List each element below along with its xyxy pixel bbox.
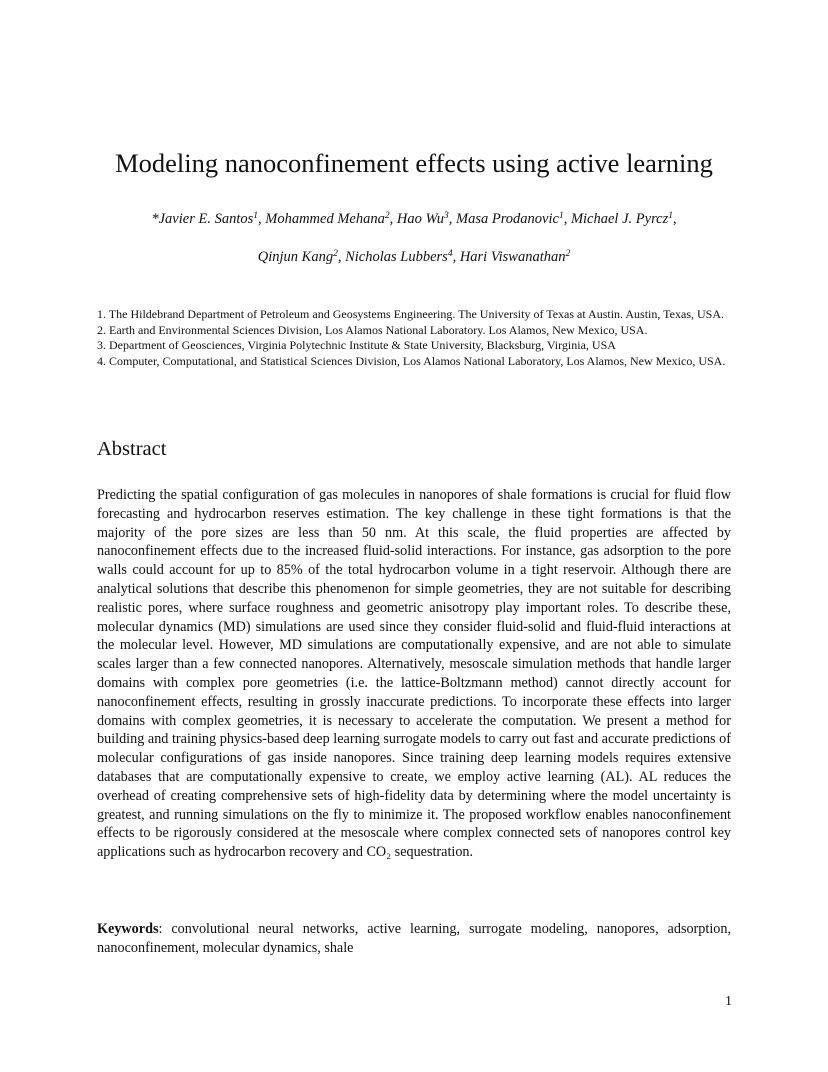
- author-line-2: Qinjun Kang$^2$, Nicholas Lubbers$^4$, Hari Viswanathan$^2$: [257, 249, 571, 265]
- keywords-label: Keywords: [97, 921, 159, 937]
- author-name: Hao Wu: [396, 211, 444, 227]
- keywords-paragraph: [97, 920, 731, 958]
- author-affiliation-mark: 3: [443, 211, 449, 221]
- abstract-body: Predicting the spatial configuration of gas molecules in nanopores of shale formations is crucial for fluid flow forecasting and hydrocarbon reserves estimation. The key challenge in these tight formations is that the majority of the pore sizes are less than 50 nm. At this scale, the fluid properties are affected by nanoconfinement effects due to the increased fluid-solid interactions. For instance, gas adsorption to the pore walls could account for up to 85% of the total hydrocarbon volume in a tight reservoir. Although there are analytical solutions that describe this phenomenon for simple geometries, they are not suitable for describing realistic pores, where surface roughness and geometric anisotropy play important roles. To describe these, molecular dynamics (MD) simulations are used since they consider fluid-solid and fluid-fluid interactions at the molecular level. However, MD simulations are computationally expensive, and are not able to simulate scales larger than a few connected nanopores. Alternatively, mesoscale simulation methods that handle larger domains with complex pore geometries (i.e. the lattice-Boltzmann method) cannot directly account for nanoconfinement effects, resulting in grossly inaccurate predictions. To incorporate these effects into larger domains with complex geometries, it is necessary to accelerate the computation. We present a method for building and training physics-based deep learning surrogate models to carry out fast and accurate predictions of molecular configurations of gas inside nanopores. Since training deep learning models requires extensive databases that are computationally expensive to create, we employ active learning (AL). AL reduces the overhead of creating comprehensive sets of high-fidelity data by determining where the model uncertainty is greatest, and running simulations on the fly to minimize it. The proposed workflow enables nanoconfinement effects to be rigorously considered at the mesoscale where complex connected sets of nanopores control key applications such as hydrocarbon recovery and CO₂ sequestration.: [97, 487, 731, 861]
- paper-title: Modeling nanoconfinement effects using active learning: [115, 148, 713, 178]
- author-affiliation-mark: 2: [565, 249, 571, 259]
- author-name: Hari Viswanathan: [459, 249, 566, 265]
- author-affiliation-mark: 2: [333, 249, 338, 259]
- abstract-heading: Abstract: [97, 438, 167, 460]
- author-name: Masa Prodanovic: [455, 211, 559, 227]
- affiliation-item: 3. Department of Geosciences, Virginia Polytechnic Institute & State University, Blacksburg, Virginia, USA: [97, 338, 616, 353]
- author-name: Nicholas Lubbers: [345, 249, 448, 265]
- author-affiliation-mark: 1: [668, 211, 673, 221]
- affiliation-item: 1. The Hildebrand Department of Petroleum and Geosystems Engineering. The University of Texas at Austin. Austin, Texas, USA.: [97, 307, 724, 321]
- author-affiliation-mark: 1: [558, 211, 564, 221]
- author-name: Michael J. Pyrcz: [570, 211, 669, 227]
- author-name: *Javier E. Santos: [151, 211, 254, 227]
- author-affiliation-mark: 4: [447, 249, 453, 259]
- affiliation-item: 4. Computer, Computational, and Statistical Sciences Division, Los Alamos National Laboratory, Los Alamos, New Mexico, USA.: [97, 353, 726, 368]
- keywords-list: : convolutional neural networks, active learning, surrogate modeling, nanopores, adsorption, nanoconfinement, molecular dynamics, shale: [97, 921, 731, 956]
- author-line-1: *Javier E. Santos$^1$, Mohammed Mehana$^2$, Hao Wu$^3$, Masa Prodanovic$^1$, Michael J. Pyrcz$^1$,: [151, 211, 677, 227]
- author-name: Qinjun Kang: [257, 249, 334, 265]
- author-affiliation-mark: 2: [384, 211, 390, 221]
- affiliation-item: 2. Earth and Environmental Sciences Division, Los Alamos National Laboratory. Los Alamos, New Mexico, USA.: [97, 322, 648, 337]
- page-number: 1: [725, 994, 732, 1009]
- affiliation-list: [97, 307, 731, 369]
- author-name: Mohammed Mehana: [265, 211, 385, 227]
- author-affiliation-mark: 1: [253, 211, 258, 221]
